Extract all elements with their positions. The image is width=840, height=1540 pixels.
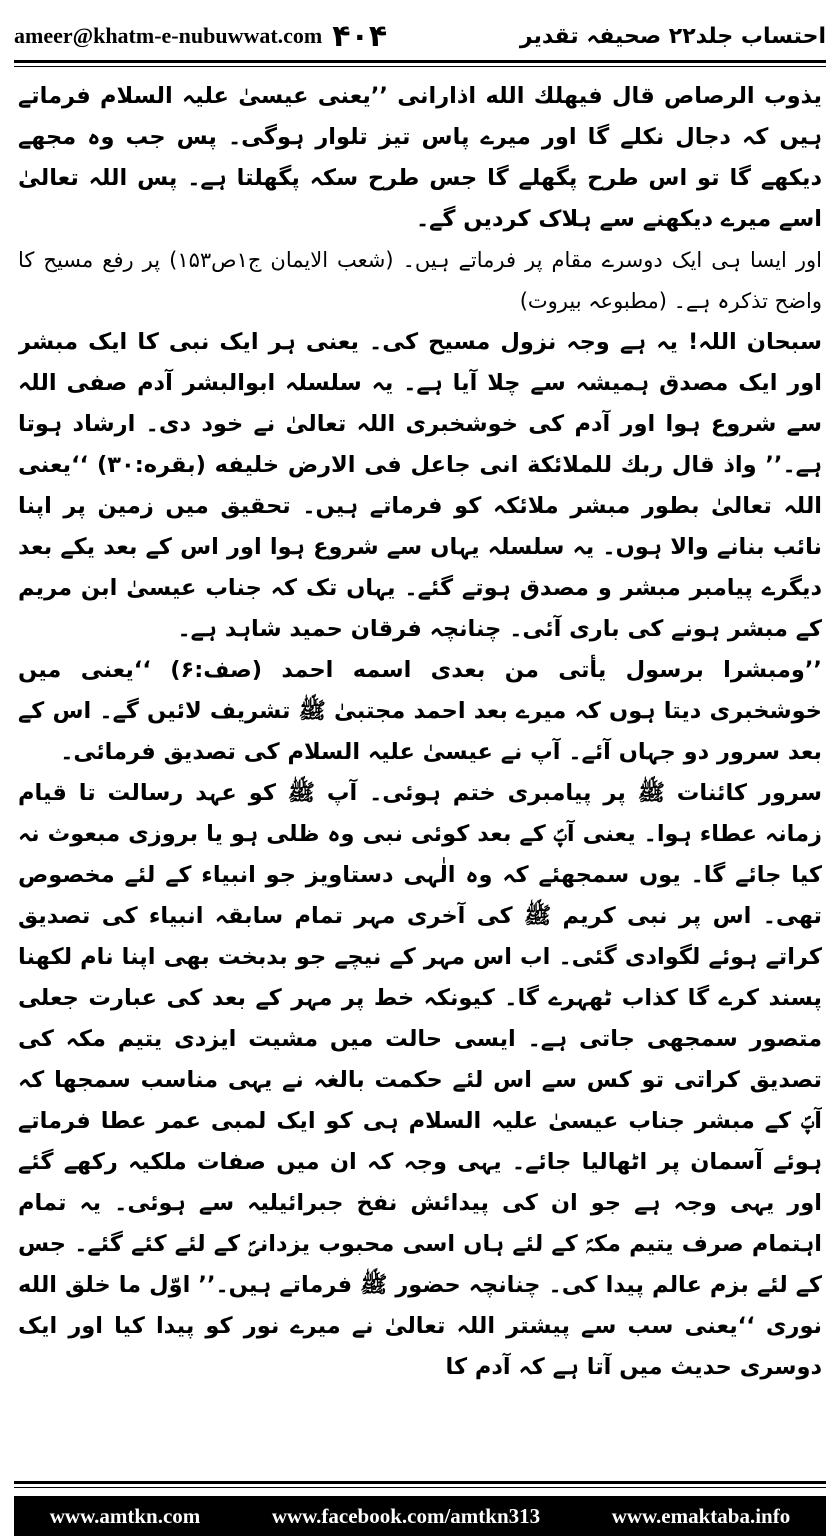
paragraph-1: یذوب الرصاص قال فیهلك الله اذارانی ’’یعنی عیسیٰ علیہ السلام فرماتے ہیں کہ دجال نکلے گا اور میرے پاس تیز تلوار ہوگی۔ پس جب وہ مجھے دیکھے گا تو اس طرح پگھلے گا جس طرح سکہ پگھلتا ہے۔ پس اللہ تعالیٰ اسے میرے دیکھنے سے ہلاک کردیں گے۔ (18, 83, 822, 232)
book-title: احتساب جلد۲۲ صحیفہ تقدیر (519, 23, 826, 49)
page-body (18, 76, 822, 1466)
footer-rule (14, 1481, 826, 1484)
header-rule-thin (14, 66, 826, 67)
email-address[interactable]: ameer@khatm-e-nubuwwat.com (14, 23, 323, 48)
paragraph-2: اور ایسا ہی ایک دوسرے مقام پر فرماتے ہیں۔ (شعب الایمان ج۱ص۱۵۳) پر رفع مسیح کا واضح تذکرہ ہے۔ (مطبوعہ بیروت) (18, 248, 822, 313)
header-rule (14, 60, 826, 63)
footer-link-facebook[interactable]: www.facebook.com/amtkn313 (271, 1503, 541, 1528)
paragraph-5: سرور کائنات ﷺ پر پیامبری ختم ہوئی۔ آپ ﷺ کو عہد رسالت تا قیام زمانہ عطاء ہوا۔ یعنی آپؐ کے بعد کوئی نبی وہ ظلی ہو یا بروزی مبعوث نہ کیا جائے گا۔ یوں سمجھئے کہ وہ الٰہی دستاویز جو انبیاء کے لئے مخصوص تھی۔ اس پر نبی کریم ﷺ کی آخری مہر تمام سابقہ انبیاء کی تصدیق کراتے ہوئے لگوادی گئی۔ اب اس مہر کے نیچے جو بدبخت بھی اپنا نام لکھنا پسند کرے گا کذاب ٹھہرے گا۔ کیونکہ خط پر مہر کے بعد کی عبارت جعلی متصور سمجھی جاتی ہے۔ ایسی حالت میں مشیت ایزدی یتیم مکہ کی تصدیق کراتی تو کس سے اس لئے حکمت بالغہ نے یہی مناسب سمجھا کہ آپؐ کے مبشر جناب عیسیٰ علیہ السلام ہی کو ایک لمبی عمر عطا فرماتے ہوئے آسمان پر اٹھالیا جائے۔ یہی وجہ کہ ان میں صفات ملکیہ رکھے گئے اور یہی وجہ ہے جو ان کی پیدائش نفخ جبرائیلیہ سے ہوئی۔ یہ تمام اہتمام صرف یتیم مکہؐ کے لئے ہاں اسی محبوب یزدانیؐ کے لئے کئے گئے۔ جس کے لئے بزم عالم پیدا کی۔ چنانچہ حضور ﷺ فرماتے ہیں۔’’ اوّل ما خلق الله نوری ‘‘یعنی سب سے پیشتر اللہ تعالیٰ نے میرے نور کو پیدا کیا اور ایک دوسری حدیث میں آتا ہے کہ آدم کا (18, 780, 822, 1380)
page-footer (14, 1496, 826, 1536)
page-header (14, 14, 826, 58)
header-left (14, 19, 387, 54)
footer-link-amtkn[interactable]: www.amtkn.com (49, 1503, 201, 1528)
paragraph-4: ’’ومبشرا برسول یأتی من بعدی اسمه احمد (صف:۶) ‘‘یعنی میں خوشخبری دیتا ہوں کہ میرے بعد احمد مجتبیٰ ﷺ تشریف لائیں گے۔ اس کے بعد سرور دو جہاں آئے۔ آپ نے عیسیٰ علیہ السلام کی تصدیق فرمائی۔ (18, 657, 822, 765)
footer-link-emaktaba[interactable]: www.emaktaba.info (611, 1503, 791, 1528)
page-number: ۴۰۴ (332, 18, 388, 54)
footer-rule-thin (14, 1487, 826, 1488)
paragraph-3: سبحان اللہ! یہ ہے وجہ نزول مسیح کی۔ یعنی ہر ایک نبی کا ایک مبشر اور ایک مصدق ہمیشہ سے چلا آیا ہے۔ یہ سلسلہ ابوالبشر آدم صفی اللہ سے شروع ہوا اور آدم کی خوشخبری اللہ تعالیٰ نے خود دی۔ ارشاد ہوتا ہے۔’’ واذ قال ربك للملائكة انی جاعل فی الارض خلیفه (بقره:۳۰) ‘‘یعنی اللہ تعالیٰ بطور مبشر ملائکہ کو فرماتے ہیں۔ تحقیق میں زمین پر اپنا نائب بنانے والا ہوں۔ یہ سلسلہ یہاں سے شروع ہوا اور اس کے بعد یکے بعد دیگرے پیامبر مبشر و مصدق ہوتے گئے۔ یہاں تک کہ جناب عیسیٰ ابن مریم کے مبشر ہونے کی باری آئی۔ چنانچہ فرقان حمید شاہد ہے۔ (18, 329, 822, 642)
